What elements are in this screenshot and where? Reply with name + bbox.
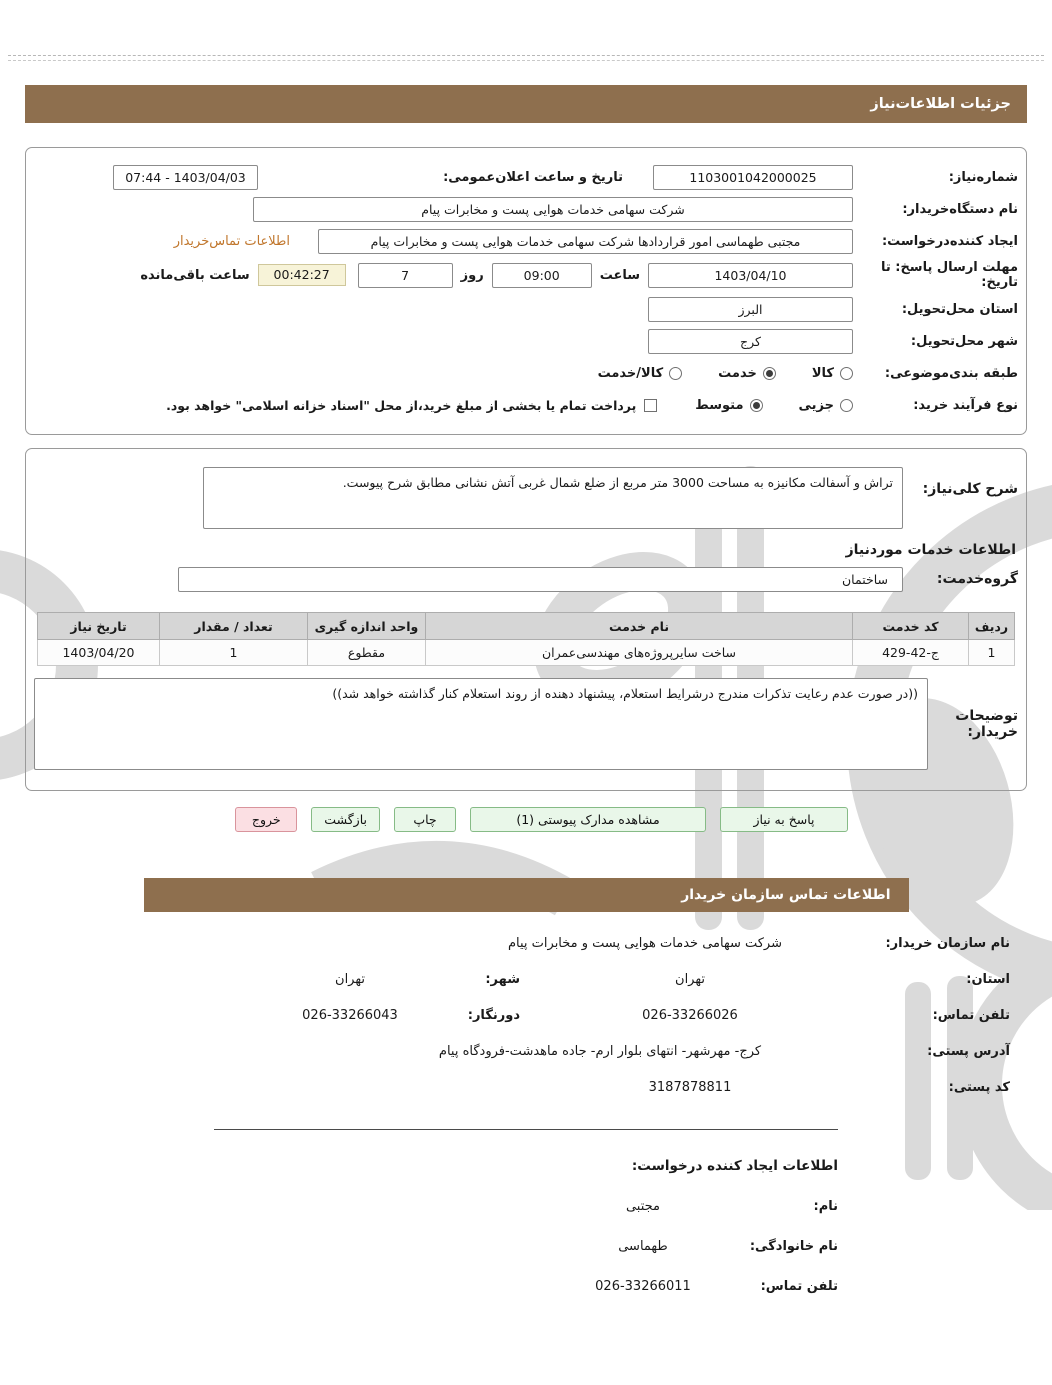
creator-phone-label: تلفن تماس:: [760, 1279, 838, 1294]
exit-button[interactable]: خروج: [235, 807, 297, 832]
last-name-row: [42, 1239, 838, 1254]
contact-province-label: استان:: [966, 972, 1010, 987]
first-name-label: نام:: [813, 1199, 838, 1214]
deadline-days-field[interactable]: 7: [358, 263, 453, 288]
col-service-code: کد خدمت: [853, 613, 969, 640]
deadline-date-field[interactable]: 1403/04/10: [648, 263, 853, 288]
deadline-label: مهلت ارسال پاسخ: تا تاریخ:: [880, 260, 1018, 290]
buyer-contact-link[interactable]: اطلاعات تماس‌خریدار: [173, 233, 290, 249]
top-divider: [8, 55, 1044, 61]
buyer-notes-textarea[interactable]: ((در صورت عدم رعایت تذکرات مندرج درشرایط استعلام، پیشنهاد دهنده از روند استعلام کنار گذاشته خواهد شد)): [34, 678, 928, 770]
treasury-docs-checkbox-label: پرداخت تمام یا بخشی از مبلغ خرید،از محل "اسناد خزانه اسلامی" خواهد بود.: [166, 397, 637, 413]
buyer-org-label: نام دستگاه‌خریدار:: [902, 201, 1018, 217]
col-row-number: ردیف: [969, 613, 1015, 640]
radio-option-label: جزیی: [798, 397, 834, 413]
services-table: [37, 612, 1015, 666]
deadline-hour-field[interactable]: 09:00: [492, 263, 592, 288]
contact-fax-label: دورنگار:: [467, 1008, 520, 1023]
radio-option-goods[interactable]: [812, 366, 853, 381]
deadline-hour-label: ساعت: [599, 267, 640, 283]
deadline-row: [34, 260, 1018, 290]
section-divider: [214, 1129, 838, 1130]
need-description-label: شرح کلی‌نیاز:: [922, 481, 1018, 497]
org-name-label: نام سازمان خریدار:: [885, 936, 1010, 951]
city-label: شهر محل‌تحویل:: [910, 333, 1018, 349]
contact-province-value: تهران: [675, 972, 705, 987]
service-group-label: گروه‌خدمت:: [936, 571, 1018, 587]
services-info-heading: اطلاعات خدمات موردنیاز: [845, 542, 1016, 558]
col-need-date: تاریخ نیاز: [38, 613, 160, 640]
province-city-row: [42, 968, 1010, 991]
need-panel: [25, 448, 1027, 791]
service-group-row: [34, 566, 1018, 592]
creator-phone-row: [42, 1279, 838, 1294]
back-button[interactable]: بازگشت: [311, 807, 380, 832]
first-name-row: [42, 1199, 838, 1214]
need-description-textarea[interactable]: تراش و آسفالت مکانیزه به مساحت 3000 متر مربع از ضلع شمال غربی آتش نشانی مطابق شرح پیوست.: [203, 467, 903, 529]
col-unit: واحد اندازه گیری: [308, 613, 426, 640]
org-name-row: [42, 932, 1010, 955]
radio-checked-icon[interactable]: [750, 399, 763, 412]
radio-option-medium[interactable]: [695, 398, 762, 413]
announce-field[interactable]: 07:44 - 1403/04/03: [113, 165, 258, 190]
details-header-bar: جزئیات اطلاعات‌نیاز: [25, 85, 1027, 123]
address-row: [42, 1040, 1010, 1063]
deadline-day-label: روز: [460, 267, 484, 283]
contact-fax-value: 026-33266043: [302, 1008, 398, 1023]
announce-label: تاریخ و ساعت اعلان‌عمومی:: [443, 169, 623, 185]
request-creator-heading: اطلاعات ایجاد کننده درخواست:: [631, 1158, 838, 1174]
details-panel: [25, 147, 1027, 435]
need-number-row: [34, 164, 1018, 190]
city-row: [34, 328, 1018, 354]
table-row: [38, 640, 1015, 666]
cell-quantity: 1: [160, 640, 308, 666]
buyer-org-field[interactable]: شرکت سهامی خدمات هوایی پست و مخابرات پیام: [253, 197, 853, 222]
buyer-notes-label: توضیحات خریدار:: [955, 708, 1018, 740]
postal-code-label: کد پستی:: [948, 1080, 1010, 1095]
radio-checked-icon[interactable]: [763, 367, 776, 380]
need-number-field[interactable]: 1103001042000025: [653, 165, 853, 190]
creator-row: [34, 228, 1018, 254]
province-label: استان محل‌تحویل:: [901, 301, 1018, 317]
contact-city-label: شهر:: [485, 972, 520, 987]
radio-option-goods-service[interactable]: [598, 366, 683, 381]
cell-need-date: 1403/04/20: [38, 640, 160, 666]
checkbox-icon[interactable]: [644, 399, 657, 412]
print-button[interactable]: چاپ: [394, 807, 456, 832]
creator-label: ایجاد کننده‌درخواست:: [881, 233, 1018, 249]
creator-field[interactable]: مجتبی طهماسی امور قراردادها شرکت سهامی خدمات هوایی پست و مخابرات پیام: [318, 229, 853, 254]
need-description-row: [34, 467, 1018, 529]
contact-section: [42, 932, 1010, 1294]
radio-icon[interactable]: [840, 367, 853, 380]
cell-row-number: 1: [969, 640, 1015, 666]
buyer-notes-row: [34, 678, 1018, 770]
province-field[interactable]: البرز: [648, 297, 853, 322]
remaining-hours-label: ساعت باقی‌مانده: [140, 267, 250, 283]
creator-phone-value: 026-33266011: [595, 1279, 691, 1294]
service-group-field[interactable]: ساختمان: [178, 567, 903, 592]
respond-to-need-button[interactable]: پاسخ به نیاز: [720, 807, 848, 832]
radio-option-label: متوسط: [695, 397, 744, 413]
radio-option-minor[interactable]: [799, 398, 854, 413]
province-row: [34, 296, 1018, 322]
cell-service-code: ج-42-429: [853, 640, 969, 666]
city-field[interactable]: کرج: [648, 329, 853, 354]
radio-option-label: خدمت: [718, 365, 757, 381]
process-type-row: [34, 392, 1018, 418]
first-name-value: مجتبی: [625, 1199, 661, 1214]
phone-fax-row: [42, 1004, 1010, 1027]
category-label: طبقه بندی‌موضوعی:: [884, 365, 1018, 381]
cell-service-name: ساخت سایرپروژه‌های مهندسی‌عمران: [426, 640, 853, 666]
address-label: آدرس پستی:: [927, 1044, 1010, 1059]
contact-city-value: تهران: [335, 972, 365, 987]
contact-header-bar: اطلاعات تماس سازمان خریدار: [144, 878, 909, 912]
radio-option-label: کالا: [811, 365, 834, 381]
radio-option-label: کالا/خدمت: [597, 365, 664, 381]
process-type-label: نوع فرآیند خرید:: [913, 397, 1018, 413]
view-attached-docs-button[interactable]: مشاهده مدارک پیوستی (1): [470, 807, 706, 832]
col-service-name: نام خدمت: [426, 613, 853, 640]
services-table-header-row: [38, 613, 1015, 640]
last-name-value: طهماسی: [618, 1239, 668, 1254]
cell-unit: مقطوع: [308, 640, 426, 666]
radio-option-service[interactable]: [718, 366, 776, 381]
contact-phone-label: تلفن تماس:: [932, 1008, 1010, 1023]
last-name-label: نام خانوادگی:: [749, 1239, 838, 1254]
radio-icon[interactable]: [840, 399, 853, 412]
need-number-label: شماره‌نیاز:: [948, 169, 1018, 185]
buyer-org-row: [34, 196, 1018, 222]
postal-code-row: [42, 1076, 1010, 1099]
postal-code-value: 3187878811: [648, 1080, 732, 1095]
contact-phone-value: 026-33266026: [642, 1008, 738, 1023]
category-row: [34, 360, 1018, 386]
radio-icon[interactable]: [669, 367, 682, 380]
org-name-value: شرکت سهامی خدمات هوایی پست و مخابرات پیام: [507, 936, 782, 951]
col-quantity: تعداد / مقدار: [160, 613, 308, 640]
countdown-timer: 00:42:27: [258, 264, 346, 286]
address-value: کرج- مهرشهر- انتهای بلوار ارم- جاده ماهدشت-فرودگاه پیام: [438, 1044, 762, 1059]
treasury-docs-checkbox-item[interactable]: [166, 398, 657, 413]
action-buttons: [0, 807, 848, 832]
